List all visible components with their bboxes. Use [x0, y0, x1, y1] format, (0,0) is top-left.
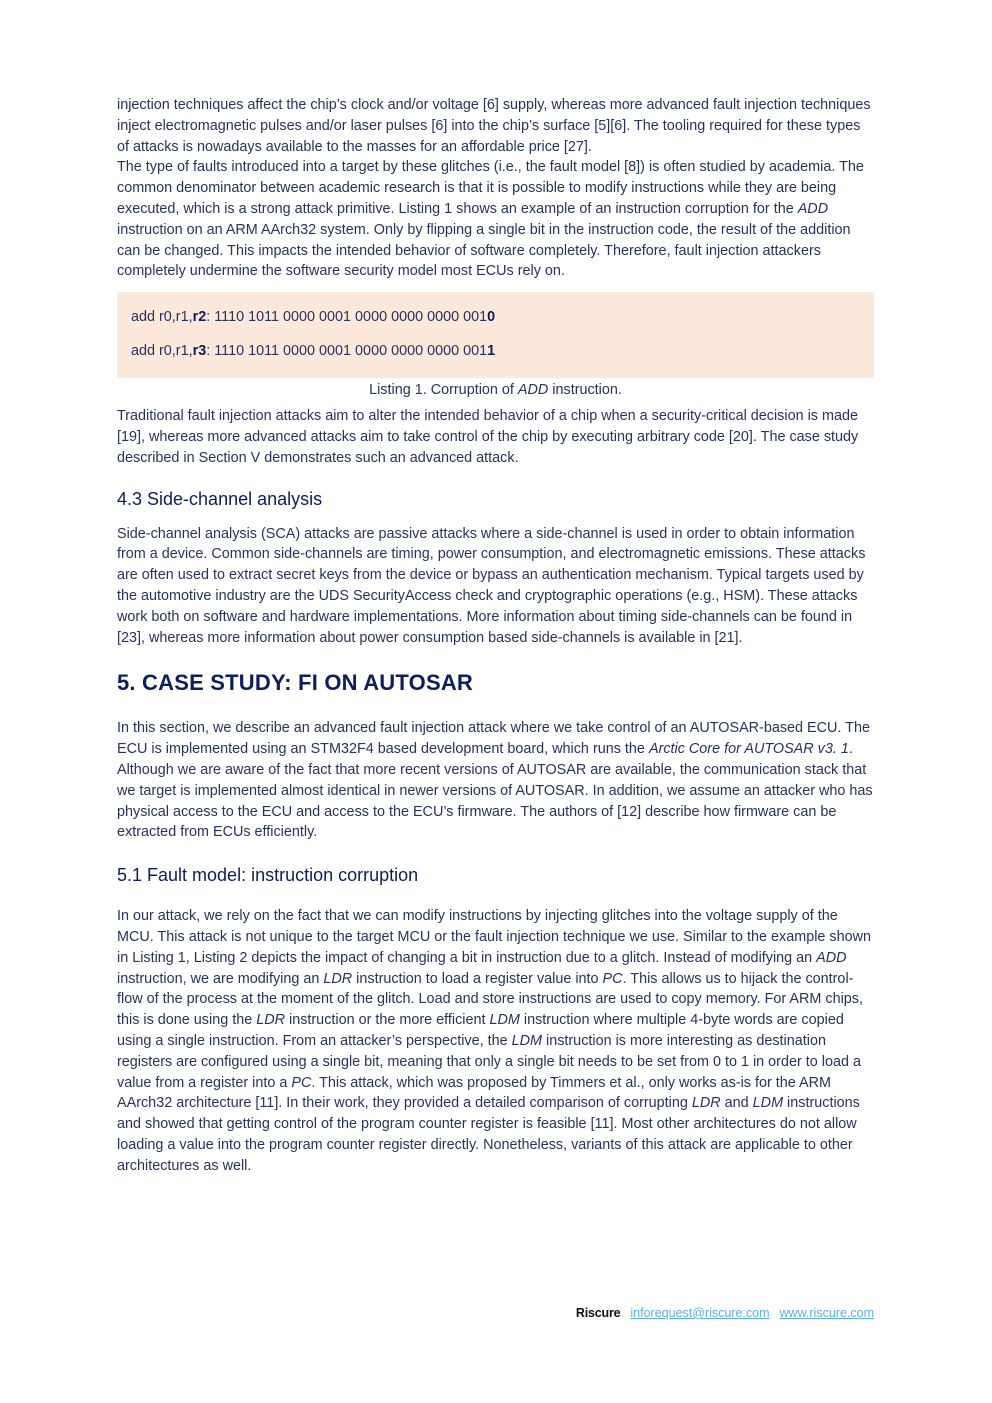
page-footer: [576, 1306, 874, 1320]
email-link[interactable]: inforequest@riscure.com: [630, 1306, 770, 1320]
heading-5-case-study: 5. CASE STUDY: FI ON AUTOSAR: [117, 670, 473, 696]
code-flipped-bit: 1: [487, 343, 496, 360]
document-body: [117, 95, 874, 1176]
text: instruction where multiple 4-byte words are copied using a single instruction. From an attacker’s perspective, the: [117, 1012, 844, 1049]
text: In our attack, we rely on the fact that we can modify instructions by injecting glitches into the voltage supply of the MCU. This attack is not unique to the target MCU or the fault injection technique we use. Similar to the example shown in Listing 1, Listing 2 depicts the impact of changing a bit in instruction due to a glitch. Instead of modifying an: [117, 908, 872, 966]
caption-italic: ADD: [517, 382, 549, 399]
text: instruction is more interesting as destination registers are configured using a single bit, meaning that only a single bit needs to be set from 0 to 1 in order to load a value from a register into a: [117, 1032, 861, 1091]
text: instruction on an ARM AArch32 system. Only by flipping a single bit in the instruction code, the result of the addition can be changed. This impacts the intended behavior of software completely. Therefore, fault injection attackers completely undermine the software security model most ECUs rely on.: [117, 221, 851, 280]
heading-4-3-side-channel: 4.3 Side-channel analysis: [117, 488, 323, 509]
paragraph-fault-model: [117, 157, 874, 282]
paragraph-side-channel: Side-channel analysis (SCA) attacks are passive attacks where a side-channel is used in order to obtain information from a device. Common side-channels are timing, power consumption, and electromagnetic emissions. These attacks are often used to extract secret keys from the device or bypass an authentication mechanism. Typical targets used by the automotive industry are the UDS SecurityAccess check and cryptographic operations (e.g., HSM). These attacks work both on software and hardware implementations. More information about timing side-channels can be found in [23], whereas more information about power consumption based side-channels is available in [21].: [117, 525, 866, 646]
text: instructions and showed that getting control of the program counter register is feasible [11]. Most other architectures do not allow loading a value into the program counter register directly. Nonetheless, variants of this attack are applicable to other architectures as well.: [117, 1095, 860, 1174]
text-italic: LDR: [323, 970, 353, 987]
text: instruction to load a register value into: [352, 970, 603, 987]
paragraph-case-study-intro: [117, 718, 874, 843]
code-bits: : 1110 1011 0000 0001 0000 0000 0000 001: [206, 343, 488, 360]
text: . This allows us to hijack the control-flow of the process at the moment of the glitch. Load and store instructions are used to copy memory. For ARM chips, this is done using the: [117, 970, 864, 1029]
code-bits: : 1110 1011 0000 0001 0000 0000 0000 001: [206, 309, 488, 326]
text-italic: PC: [602, 970, 623, 987]
caption-text: Listing 1. Corruption of: [369, 382, 518, 399]
listing-line-1: [131, 300, 860, 334]
text: instruction, we are modifying an: [117, 970, 324, 987]
paragraph-instruction-corruption: [117, 906, 874, 1176]
heading-5-1-fault-model: 5.1 Fault model: instruction corruption: [117, 865, 419, 886]
text: and: [720, 1095, 753, 1112]
text: . Although we are aware of the fact that more recent versions of AUTOSAR are available, the communication stack that we target is implemented almost identical in newer versions of AUTOSAR. In addition, we assume an attacker who has physical access to the ECU and access to the ECU’s firmware. The authors of [12] describe how firmware can be extracted from ECUs efficiently.: [117, 741, 873, 841]
text-italic: LDR: [691, 1095, 721, 1112]
paragraph-traditional-attacks: Traditional fault injection attacks aim to alter the intended behavior of a chip when a security-critical decision is made [19], whereas more advanced attacks aim to take control of the chip by executing arbitrary code [20]. The case study described in Section V demonstrates such an advanced attack.: [117, 408, 859, 466]
text-italic: LDM: [489, 1012, 520, 1029]
code-register: r2: [192, 309, 207, 326]
text-italic: LDM: [511, 1032, 542, 1049]
code-flipped-bit: 0: [487, 309, 496, 326]
caption-text: instruction.: [548, 382, 622, 399]
listing-1-caption: [117, 380, 874, 400]
code-text: add r0,r1,: [131, 309, 193, 326]
code-register: r3: [192, 343, 207, 360]
text-italic: PC: [291, 1074, 312, 1091]
text: In this section, we describe an advanced fault injection attack where we take control of an AUTOSAR-based ECU. The ECU is implemented using an STM32F4 based development board, which runs the: [117, 720, 870, 758]
website-link[interactable]: www.riscure.com: [779, 1306, 874, 1320]
text-italic: LDR: [256, 1012, 285, 1029]
text: instruction or the more efficient: [285, 1012, 490, 1029]
text: The type of faults introduced into a target by these glitches (i.e., the fault model [8]) is often studied by academia. The common denominator between academic research is that it is possible to modify instructions while they are being executed, which is a strong attack primitive. Listing 1 shows an example of an instruction corruption for the: [117, 159, 864, 217]
paragraph-fault-injection-intro: injection techniques affect the chip’s clock and/or voltage [6] supply, whereas more advanced fault injection techniques inject electromagnetic pulses and/or laser pulses [6] into the chip’s surface [5][6]. The tooling required for these types of attacks is nowadays available to the masses for an affordable price [27].: [117, 97, 871, 155]
text-italic: LDM: [752, 1095, 784, 1112]
text-italic: ADD: [797, 200, 829, 217]
listing-1-code-block: [117, 292, 874, 378]
text-italic: ADD: [816, 949, 847, 966]
text: . This attack, which was proposed by Timmers et al., only works as-is for the ARM AArch32 architecture [11]. In their work, they provided a detailed comparison of corrupting: [117, 1074, 831, 1112]
listing-line-2: [131, 334, 860, 368]
text-italic: Arctic Core for AUTOSAR v3. 1: [648, 741, 849, 758]
riscure-brand: Riscure: [575, 1306, 621, 1320]
code-text: add r0,r1,: [131, 343, 193, 360]
